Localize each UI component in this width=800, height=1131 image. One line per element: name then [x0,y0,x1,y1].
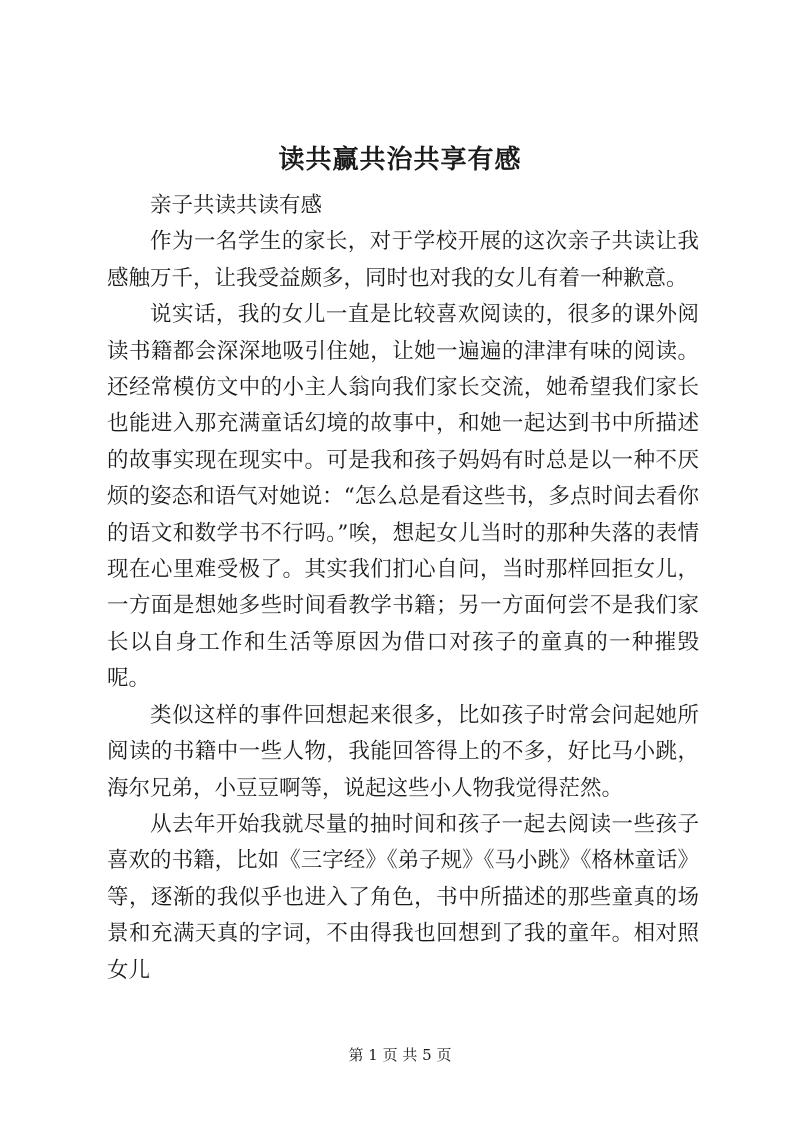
document-body [107,188,699,989]
paragraph-4: 从去年开始我就尽量的抽时间和孩子一起去阅读一些孩子喜欢的书籍，比如《三字经》《弟子规》《马小跳》《格林童话》等，逐渐的我似乎也进入了角色，书中所描述的那些童真的场景和充满天真的字词，不由得我也回想到了我的童年。相对照女儿 [107,811,699,983]
document-title: 读共赢共治共享有感 [278,145,522,175]
paragraph-3: 类似这样的事件回想起来很多，比如孩子时常会问起她所阅读的书籍中一些人物，我能回答得上的不多，好比马小跳，海尔兄弟，小豆豆啊等，说起这些小人物我觉得茫然。 [107,702,699,801]
page-footer: 第 1 页 共 5 页 [348,1046,452,1064]
paragraph-2: 说实话，我的女儿一直是比较喜欢阅读的，很多的课外阅读书籍都会深深地吸引住她，让她一遍遍的津津有味的阅读。还经常模仿文中的小主人翁向我们家长交流，她希望我们家长也能进入那充满童话幻境的故事中，和她一起达到书中所描述的故事实现在现实中。可是我和孩子妈妈有时总是以一种不厌烦的姿态和语气对她说：“怎么总是看这些书，多点时间去看你的语文和数学书不行吗。”唉，想起女儿当时的那种失落的表情现在心里难受极了。其实我们扪心自问，当时那样回拒女儿，一方面是想她多些时间看教学书籍；另一方面何尝不是我们家长以自身工作和生活等原因为借口对孩子的童真的一种摧毁呢。 [107,302,699,692]
document-subtitle: 亲子共读共读有感 [150,193,323,218]
paragraph-1: 作为一名学生的家长，对于学校开展的这次亲子共读让我感触万千，让我受益颇多，同时也对我的女儿有着一种歉意。 [107,229,699,291]
